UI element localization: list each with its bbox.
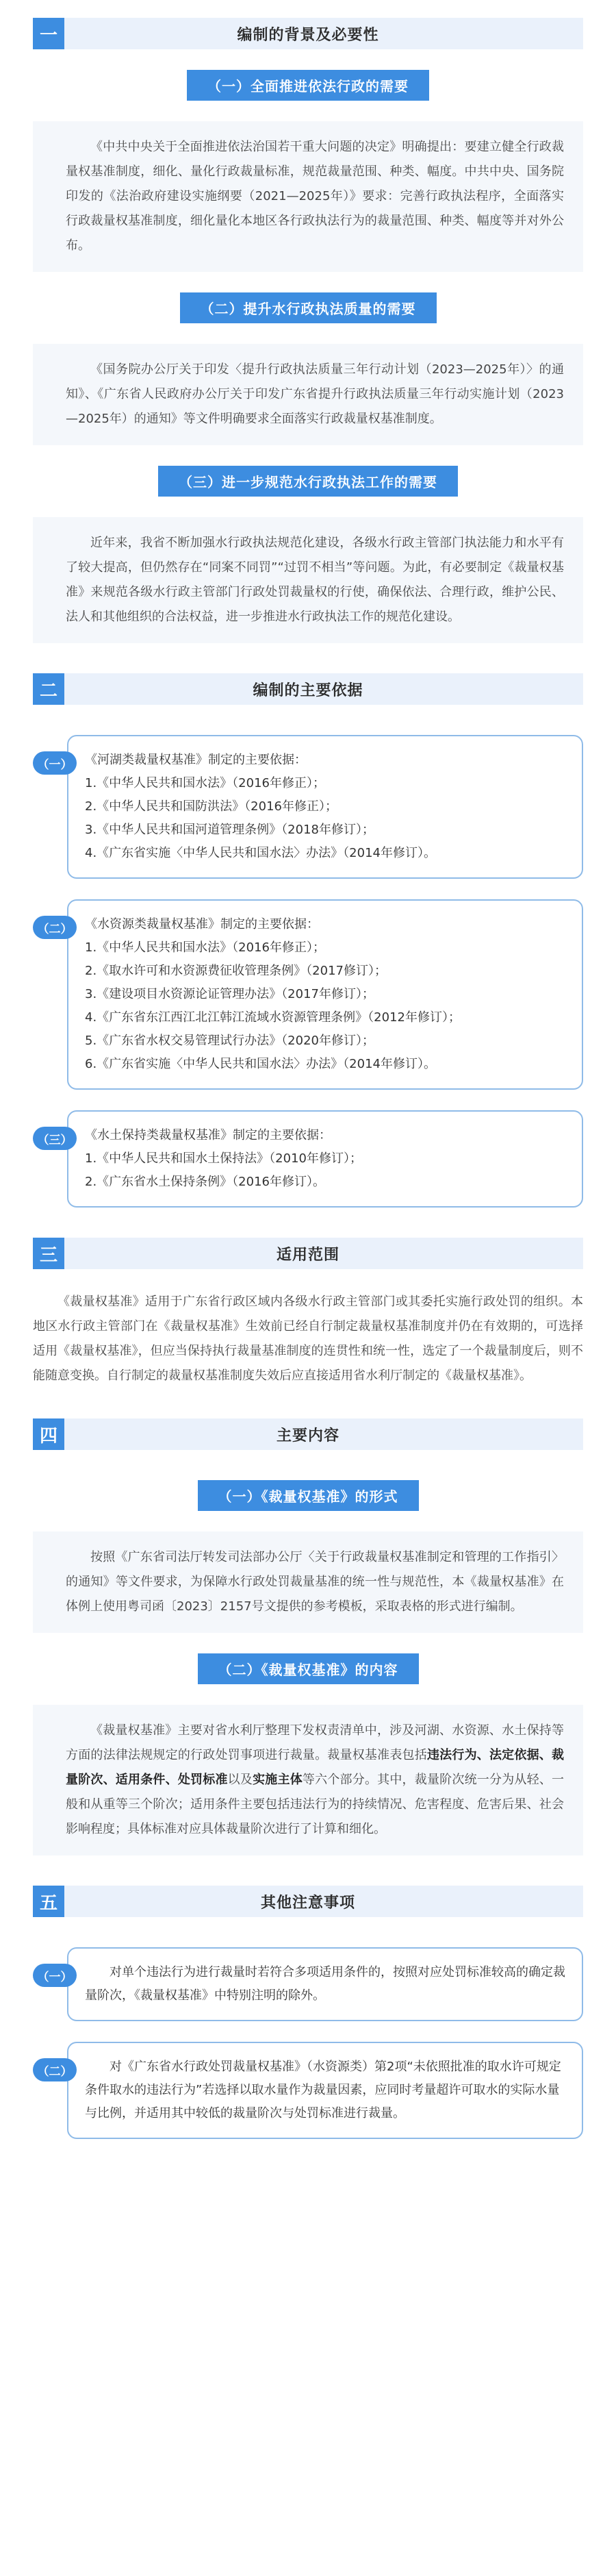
paragraph-text: 《裁量权基准》适用于广东省行政区域内各级水行政主管部门或其委托实施行政处罚的组织。本地区水行政主管部门在《裁量权基准》生效前已经自行制定裁量权基准制度并仍在有效期的，可选择适用《裁量权基准》，但应当保持执行裁量基准制度的连贯性和统一性，选定了一个裁量制度后，则不能随意变换。自行制定的裁量权基准制度失效后应直接适用省水利厅制定的《裁量权基准》。: [33, 1295, 583, 1383]
list-item: 1.《中华人民共和国水法》（2016年修正）；: [85, 940, 325, 955]
bold-run: 违法行为、法定依据、裁量阶次、适用条件、处罚标准: [66, 1748, 565, 1787]
paragraph-text: 近年来，我省不断加强水行政执法规范化建设，各级水行政主管部门执法能力和水平有了较大提高，但仍然存在“同案不同罚”“过罚不相当”等问题。为此，有必要制定《裁量权基准》来规范各级水行政主管部门行政处罚裁量权的行使，确保依法、合理行政，维护公民、法人和其他组织的合法权益，进一步推进水行政执法工作的规范化建设。: [66, 536, 564, 624]
section-header-4: [33, 1418, 583, 1450]
note-text: 对《广东省水行政处罚裁量权基准》（水资源类）第2项“未依照批准的取水许可规定条件取水的违法行为”若选择以取水量作为裁量因素，应同时考量超许可取水的实际水量与比例，并适用其中较低的裁量阶次与处罚标准进行裁量。: [85, 2060, 561, 2121]
section-title: 其他注意事项: [260, 1894, 355, 1912]
list-item: 4.《广东省实施〈中华人民共和国水法〉办法》（2014年修订）。: [85, 846, 436, 860]
section-number: 五: [33, 1886, 64, 1917]
group-tag: （三）: [33, 1127, 77, 1150]
paragraph-box: [33, 121, 583, 272]
note-box: [67, 1947, 583, 2021]
subsection-title: （三）进一步规范水行政执法工作的需要: [158, 466, 458, 497]
text-run: 《裁量权基准》主要对省水利厅整理下发权责清单中，涉及河湖、水资源、水土保持等方面的法律法规规定的行政处罚事项进行裁量。裁量权基准表包括: [66, 1723, 564, 1762]
basis-group-3: [33, 1110, 583, 1208]
list-item: 3.《建设项目水资源论证管理办法》（2017年修订）；: [85, 987, 374, 1001]
basis-list: [67, 1110, 583, 1208]
list-item: 2.《中华人民共和国防洪法》（2016年修正）；: [85, 799, 337, 814]
section-number: 一: [33, 18, 64, 49]
note-text: 对单个违法行为进行裁量时若符合多项适用条件的，按照对应处罚标准较高的确定裁量阶次，《裁量权基准》中特别注明的除外。: [85, 1965, 565, 2003]
list-item: 3.《中华人民共和国河道管理条例》（2018年修订）；: [85, 823, 374, 837]
paragraph-text: 《中共中央关于全面推进依法治国若干重大问题的决定》明确提出：要建立健全行政裁量权基准制度，细化、量化行政裁量标准，规范裁量范围、种类、幅度。中共中央、国务院印发的《法治政府建设实施纲要（2021—2025年）》要求：完善行政执法程序，全面落实行政裁量权基准制度，细化量化本地区各行政执法行为的裁量范围、种类、幅度等并对外公布。: [66, 140, 564, 253]
section-header-5: [33, 1886, 583, 1917]
section-title: 编制的主要依据: [253, 681, 363, 699]
list-item: 1.《中华人民共和国水法》（2016年修正）；: [85, 776, 325, 790]
section-number: 二: [33, 673, 64, 705]
basis-group-2: [33, 899, 583, 1090]
list-item: 5.《广东省水权交易管理试行办法》（2020年修订）；: [85, 1034, 374, 1048]
subsection-title: （一）《裁量权基准》的形式: [198, 1480, 419, 1511]
list-item: 6.《广东省实施〈中华人民共和国水法〉办法》（2014年修订）。: [85, 1057, 436, 1071]
group-tag: （一）: [33, 1964, 77, 1987]
paragraph-box: [33, 344, 583, 445]
section-title: 编制的背景及必要性: [237, 26, 379, 44]
paragraph-box: [33, 1705, 583, 1855]
text-run: 等六个部分。其中，裁量阶次统一分为从轻、一般和从重等三个阶次；适用条件主要包括违法行为的持续情况、危害程度、危害后果、社会影响程度；具体标准对应具体裁量阶次进行了计算和细化。: [66, 1773, 565, 1836]
bold-run: 实施主体: [253, 1773, 303, 1787]
subsection-title: （一）全面推进依法行政的需要: [187, 70, 429, 101]
note-group-2: [33, 2042, 583, 2139]
list-item: 1.《中华人民共和国水土保持法》（2010年修订）；: [85, 1151, 362, 1166]
section-number: 三: [33, 1238, 64, 1269]
basis-group-1: [33, 735, 583, 879]
note-box: [67, 2042, 583, 2139]
subsection-title: （二）提升水行政执法质量的需要: [180, 292, 437, 323]
list-item: 2.《广东省水土保持条例》（2016年修订）。: [85, 1175, 325, 1189]
list-item: 2.《取水许可和水资源费征收管理条例》（2017修订）；: [85, 964, 387, 978]
paragraph-text: 按照《广东省司法厅转发司法部办公厅〈关于行政裁量权基准制定和管理的工作指引〉的通知》等文件要求，为保障水行政处罚裁量基准的统一性与规范性，本《裁量权基准》在体例上使用粤司函〔2023〕2157号文提供的参考模板，采取表格的形式进行编制。: [66, 1550, 564, 1614]
subsection-title: （二）《裁量权基准》的内容: [198, 1653, 419, 1684]
section-header-2: [33, 673, 583, 705]
list-intro: 《水资源类裁量权基准》制定的主要依据：: [85, 917, 319, 931]
list-intro: 《水土保持类裁量权基准》制定的主要依据：: [85, 1128, 331, 1142]
group-tag: （一）: [33, 751, 77, 775]
section-title: 适用范围: [276, 1246, 339, 1264]
paragraph-text: 《国务院办公厅关于印发〈提升行政执法质量三年行动计划（2023—2025年）〉的通知》、《广东省人民政府办公厅关于印发广东省提升行政执法质量三年行动实施计划（2023—2025年）的通知》等文件明确要求全面落实行政裁量权基准制度。: [66, 362, 564, 426]
group-tag: （二）: [33, 916, 77, 939]
paragraph-box: [33, 1531, 583, 1633]
section-header-3: [33, 1238, 583, 1269]
basis-list: [67, 899, 583, 1090]
text-run: 以及: [227, 1773, 253, 1787]
list-item: 4.《广东省东江西江北江韩江流域水资源管理条例》（2012年修订）；: [85, 1010, 461, 1025]
section-header-1: [33, 18, 583, 49]
paragraph-box: [33, 517, 583, 643]
group-tag: （二）: [33, 2058, 77, 2081]
section-title: 主要内容: [276, 1427, 339, 1445]
note-group-1: [33, 1947, 583, 2021]
list-intro: 《河湖类裁量权基准》制定的主要依据：: [85, 753, 307, 767]
paragraph-text: [66, 1718, 564, 1842]
basis-list: [67, 735, 583, 879]
section-number: 四: [33, 1418, 64, 1450]
